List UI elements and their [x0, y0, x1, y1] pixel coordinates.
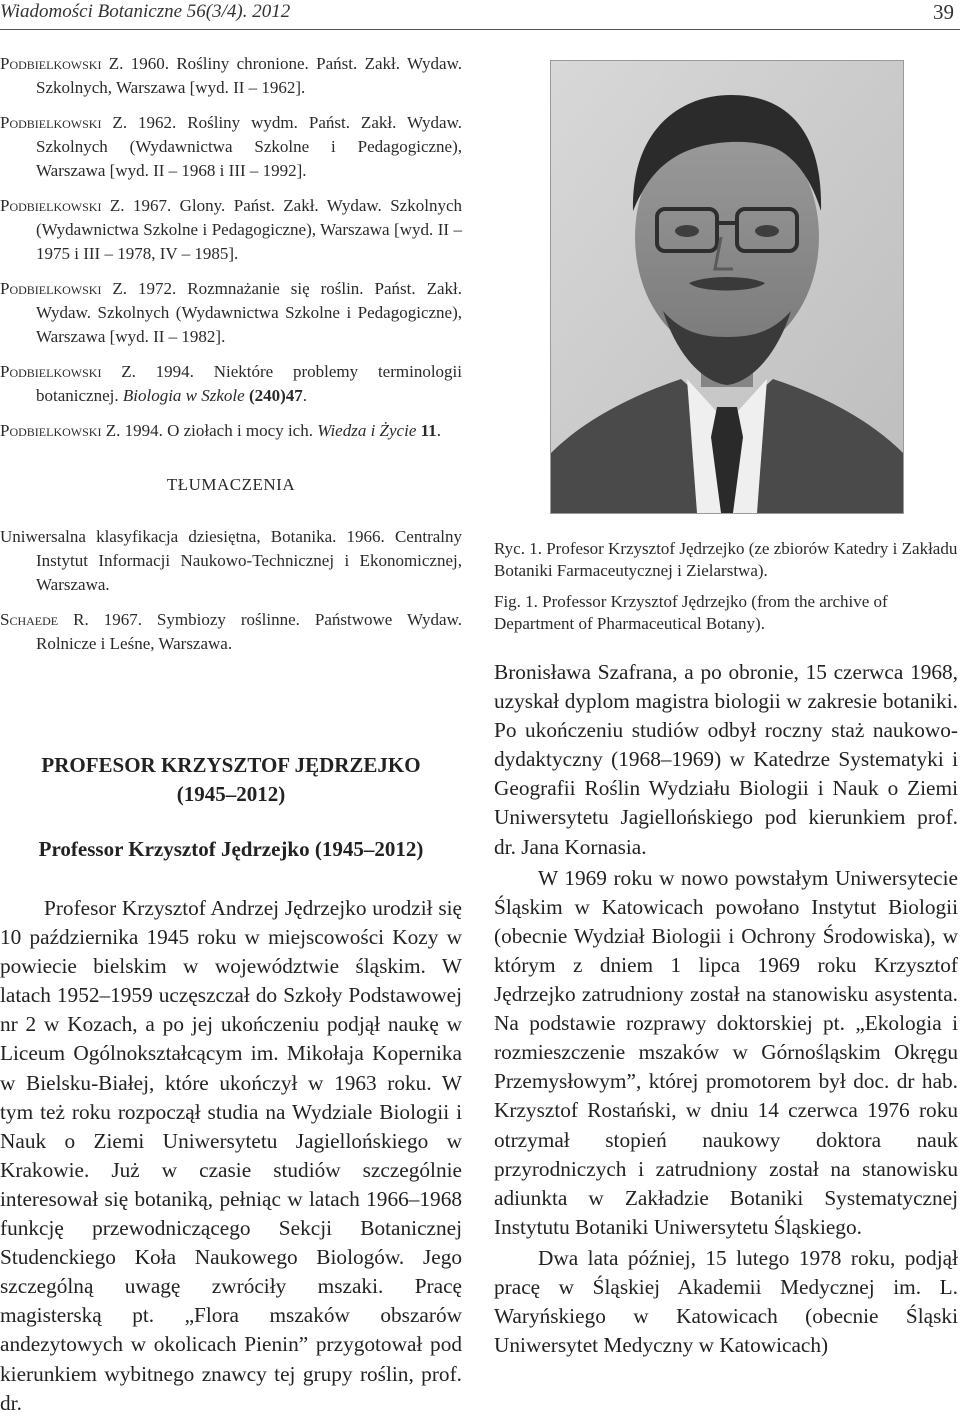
- article-paragraph: Bronisława Szafrana, a po obronie, 15 czerwca 1968, uzyskał dyplom magistra biologii w zakresie botaniki. Po ukończeniu studiów odbył roczny staż naukowo-dydaktyczny (1968–1969) w Katedrze Systematyki i Geografii Roślin Wydziału Biologii i Nauk o Ziemi Uniwersytetu Jagiellońskiego pod kierunkiem prof. dr. Jana Kornasia.: [494, 660, 958, 859]
- translations-heading: TŁUMACZENIA: [166, 475, 296, 494]
- portrait-photo: [550, 60, 904, 514]
- reference-item: Podbielkowski Z. 1967. Glony. Państ. Zakł. Wydaw. Szkolnych (Wydawnictwa Szkolne i Pedagogiczne), Warszawa [wyd. II – 1975 i III – 1978, IV – 1985].: [0, 196, 462, 263]
- page-number: 39: [933, 0, 954, 24]
- left-column: [0, 52, 462, 1418]
- portrait-illustration: [551, 61, 903, 513]
- page-header: [0, 0, 960, 34]
- translations-list: [0, 525, 462, 656]
- reference-list: [0, 52, 462, 443]
- article-title: PROFESOR KRZYSZTOF JĘDRZEJKO: [41, 753, 421, 777]
- journal-title: Wiadomości Botaniczne 56(3/4). 2012: [0, 1, 291, 22]
- right-column-body: [494, 658, 958, 1360]
- figure-captions: [494, 538, 958, 644]
- reference-item: Podbielkowski Z. 1994. Niektóre problemy terminologii botanicznej. Biologia w Szkole (240)47.: [0, 362, 462, 405]
- article-title-english: Professor Krzysztof Jędrzejko (1945–2012): [38, 837, 424, 861]
- caption-english: Fig. 1. Professor Krzysztof Jędrzejko (from the archive of Department of Pharmaceutical Botany).: [494, 592, 888, 633]
- translation-item: Schaede R. 1967. Symbiozy roślinne. Państwowe Wydaw. Rolnicze i Leśne, Warszawa.: [0, 610, 462, 653]
- reference-item: Podbielkowski Z. 1960. Rośliny chronione. Państ. Zakł. Wydaw. Szkolnych, Warszawa [wyd. II – 1962].: [0, 54, 462, 97]
- reference-item: Podbielkowski Z. 1994. O ziołach i mocy ich. Wiedza i Życie 11.: [0, 421, 441, 440]
- reference-item: Podbielkowski Z. 1962. Rośliny wydm. Państ. Zakł. Wydaw. Szkolnych (Wydawnictwa Szkolne i Pedagogiczne), Warszawa [wyd. II – 1968 i III – 1992].: [0, 113, 462, 180]
- article-paragraph: Dwa lata później, 15 lutego 1978 roku, podjął pracę w Śląskiej Akademii Medycznej im. L. Waryńskiego w Katowicach (obecnie Śląski Uniwersytet Medyczny w Katowicach): [494, 1245, 958, 1358]
- article-paragraph: W 1969 roku w nowo powstałym Uniwersytecie Śląskim w Katowicach powołano Instytut Biologii (obecnie Wydział Biologii i Ochrony Środowiska), w którym z dniem 1 lipca 1969 roku Krzysztof Jędrzejko zatrudniony został na stanowisku asystenta. Na podstawie rozprawy doktorskiej pt. „Ekologia i rozmieszczenie mszaków w Górnośląskim Okręgu Przemysłowym”, której promotorem był doc. dr hab. Krzysztof Rostański, w dniu 14 czerwca 1976 roku otrzymał stopień naukowy doktora nauk przyrodniczych i zatrudniony został na stanowisku adiunkta w Zakładzie Botaniki Systematycznej Instytutu Botaniki Uniwersytetu Śląskiego.: [494, 865, 958, 1239]
- header-rule: [0, 29, 960, 30]
- caption-polish: Ryc. 1. Profesor Krzysztof Jędrzejko (ze zbiorów Katedry i Zakładu Botaniki Farmaceutycznej i Zielarstwa).: [494, 539, 958, 580]
- article-years: (1945–2012): [176, 782, 286, 806]
- article-paragraph: Profesor Krzysztof Andrzej Jędrzejko urodził się 10 października 1945 roku w miejscowości Kozy w powiecie bielskim w województwie śląskim. W latach 1952–1959 uczęszczał do Szkoły Podstawowej nr 2 w Kozach, a po jej ukończeniu podjął naukę w Liceum Ogólnokształcącym im. Mikołaja Kopernika w Bielsku-Białej, które ukończył w 1963 roku. W tym też roku rozpoczął studia na Wydziale Biologii i Nauk o Ziemi Uniwersytetu Jagiellońskiego w Krakowie. Już w czasie studiów szczególnie interesował się botaniką, pełniąc w latach 1966–1968 funkcję przewodniczącego Sekcji Botanicznej Studenckiego Koła Naukowego Biologów. Jego szczególną uwagę zwróciły mszaki. Pracę magisterską pt. „Flora mszaków obszarów andezytowych w okolicach Pienin” przygotował pod kierunkiem wybitnego znawcy tej grupy roślin, prof. dr.: [0, 896, 462, 1415]
- translation-item: Uniwersalna klasyfikacja dziesiętna, Botanika. 1966. Centralny Instytut Informacji Naukowo-Technicznej i Ekonomicznej, Warszawa.: [0, 527, 462, 594]
- reference-item: Podbielkowski Z. 1972. Rozmnażanie się roślin. Państ. Zakł. Wydaw. Szkolnych (Wydawnictwa Szkolne i Pedagogiczne), Warszawa [wyd. II – 1982].: [0, 279, 462, 346]
